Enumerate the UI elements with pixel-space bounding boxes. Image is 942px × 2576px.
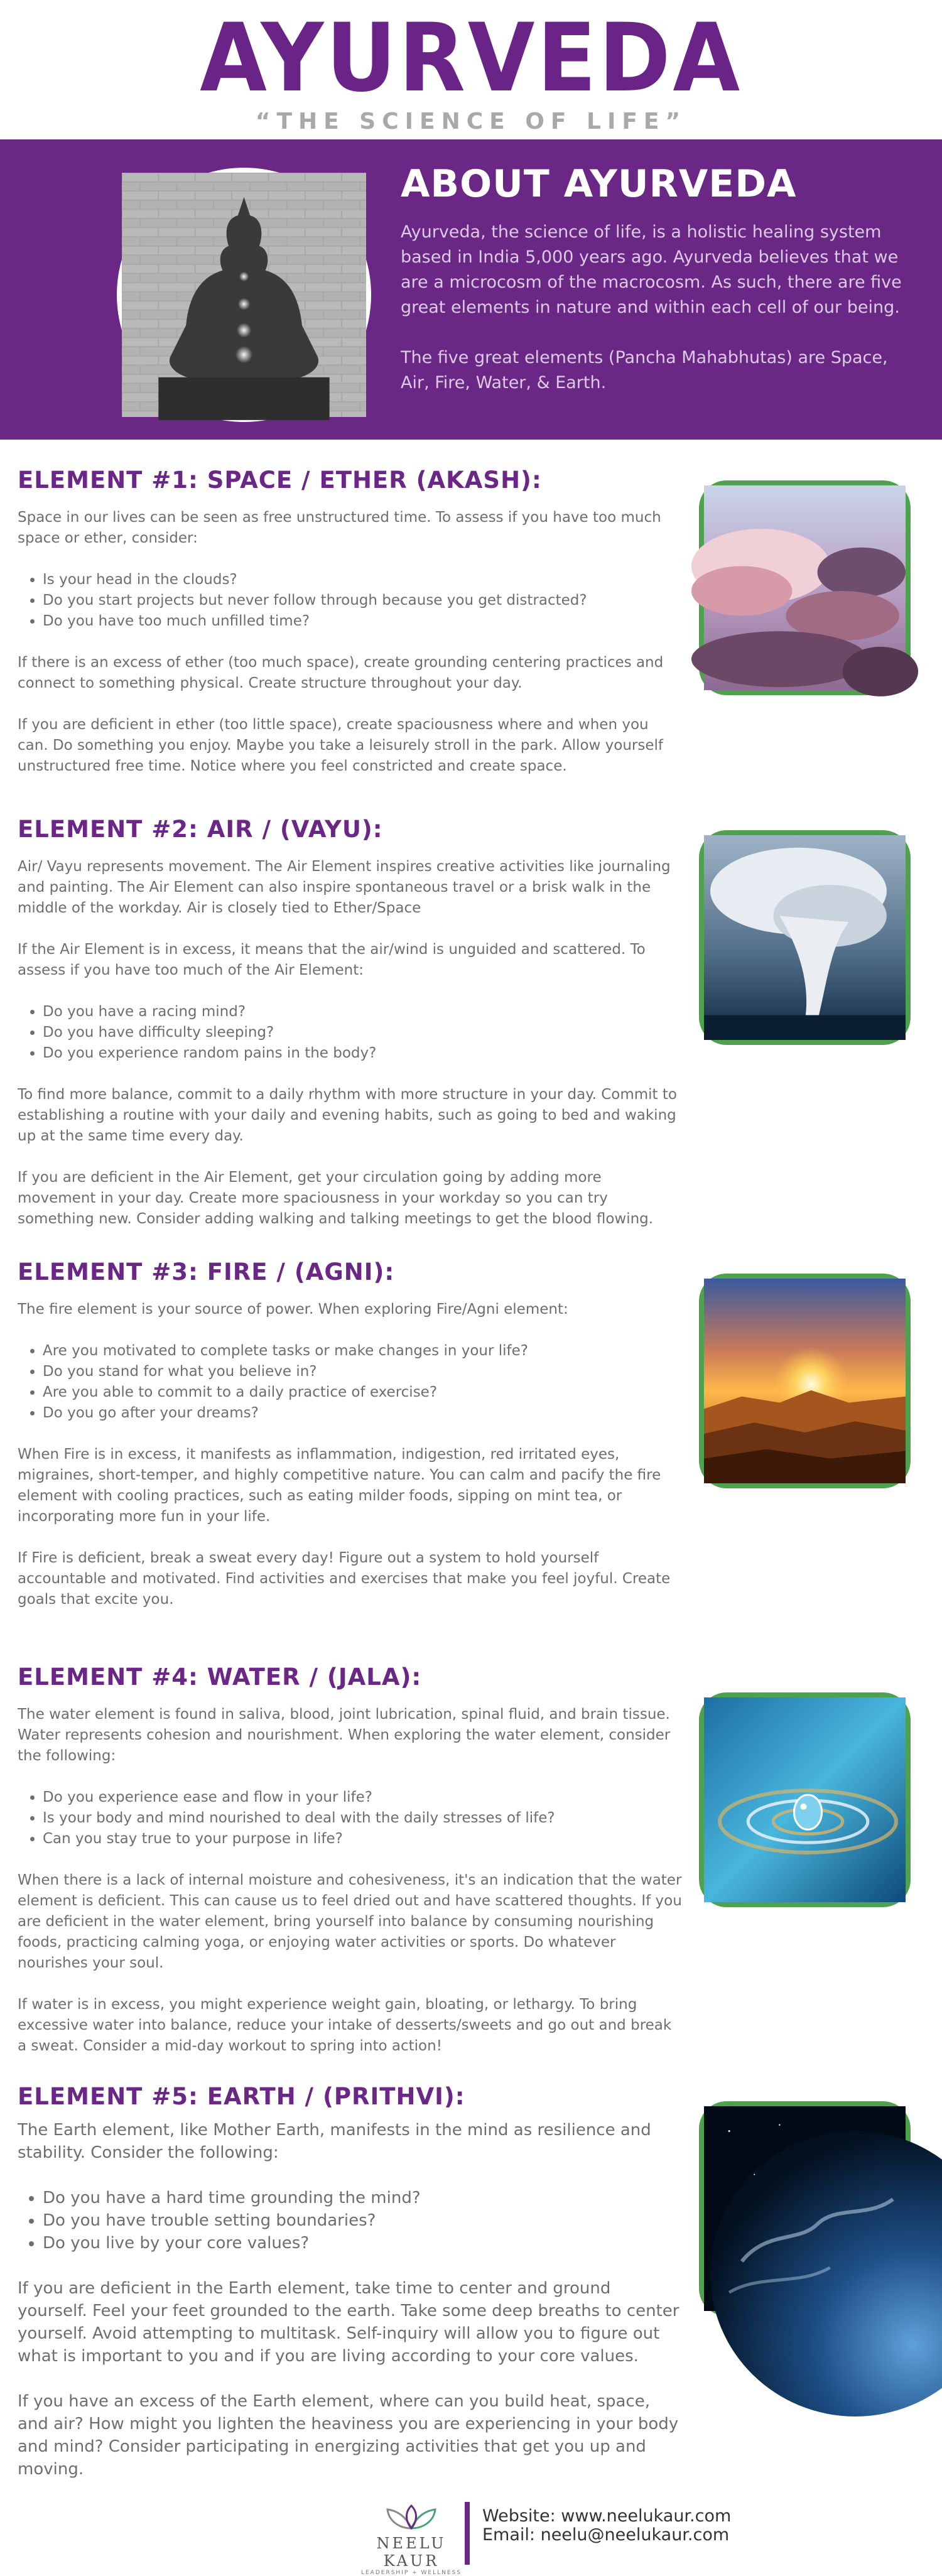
list-item: • Do you go after your dreams? bbox=[43, 1403, 683, 1424]
element-question-list bbox=[43, 1341, 683, 1424]
element-intro: The water element is found in saliva, blood, joint lubrication, spinal fluid, and brain tissue. Water represents cohesion and nourishment. When exploring the water element, consider the following: bbox=[18, 1706, 671, 1764]
brand-logo bbox=[349, 2503, 474, 2576]
element-water-section bbox=[18, 1663, 683, 2077]
about-title: ABOUT AYURVEDA bbox=[401, 162, 797, 206]
sunset-mountains-image bbox=[699, 1274, 911, 1488]
water-droplet-image bbox=[699, 1692, 911, 1907]
planet-earth-image bbox=[699, 2101, 911, 2316]
website-link[interactable]: Website: www.neelukaur.com bbox=[482, 2506, 732, 2526]
about-body bbox=[401, 220, 903, 421]
email-link[interactable]: Email: neelu@neelukaur.com bbox=[482, 2525, 730, 2545]
list-item: • Do you stand for what you believe in? bbox=[43, 1361, 683, 1382]
contact-info bbox=[482, 2507, 731, 2545]
list-item: • Do you have a hard time grounding the mind? bbox=[43, 2187, 683, 2209]
element-space-section bbox=[18, 466, 683, 798]
element-question-list bbox=[43, 2187, 683, 2254]
page-footer bbox=[0, 2493, 942, 2576]
element-fire-section bbox=[18, 1258, 683, 1631]
footer-divider bbox=[465, 2502, 470, 2565]
element-paragraph: When there is a lack of internal moisture and cohesiveness, it's an indication that the water element is deficient. This can cause us to feel dried out and have scattered thoughts. If you are deficient in the water element, bring yourself into balance by consuming nourishing foods, practicing calming yoga, or enjoying water activities or sports. Do whatever nourishes your soul. bbox=[18, 1872, 682, 1971]
list-item: • Do you have difficulty sleeping? bbox=[43, 1022, 683, 1043]
element-paragraph: If you are deficient in the Air Element, get your circulation going by adding more movement in your day. Create more spaciousness in your workday so you can try something new. Consider adding walking and talking meetings to get the blood flowing. bbox=[18, 1169, 654, 1227]
meditating-buddha-image bbox=[117, 168, 371, 422]
page-header bbox=[0, 0, 942, 139]
list-item: • Are you motivated to complete tasks or make changes in your life? bbox=[43, 1341, 683, 1361]
element-body bbox=[18, 507, 683, 777]
tornado-storm-image bbox=[699, 830, 911, 1045]
element-body bbox=[18, 1299, 683, 1610]
element-body bbox=[18, 2119, 683, 2481]
list-item: • Do you live by your core values? bbox=[43, 2232, 683, 2254]
page-subtitle: “THE SCIENCE OF LIFE” bbox=[255, 109, 687, 134]
about-paragraph: Ayurveda, the science of life, is a holistic healing system based in India 5,000 years ago. Ayurveda believes that we are a microcosm of the macrocosm. As such, there are five great elements in nature and within each cell of our being. bbox=[401, 222, 902, 317]
about-section bbox=[0, 139, 942, 440]
buddha-silhouette bbox=[122, 173, 366, 417]
element-paragraph: If there is an excess of ether (too much space), create grounding centering practices and connect to something physical. Create structure throughout your day. bbox=[18, 654, 664, 691]
element-title: ELEMENT #3: FIRE / (AGNI): bbox=[18, 1258, 395, 1285]
element-title: ELEMENT #5: EARTH / (PRITHVI): bbox=[18, 2083, 465, 2110]
element-paragraph: If you are deficient in the Earth element, take time to center and ground yourself. Feel your feet grounded to the earth. Take some deep breaths to center yourself. Avoid attempting to multitask. Self-inquiry will allow you to figure out what is important to you and if you are living according to your core values. bbox=[18, 2279, 679, 2366]
list-item: • Do you experience random pains in the body? bbox=[43, 1043, 683, 1064]
element-paragraph: If Fire is deficient, break a sweat every day! Figure out a system to hold yourself accountable and motivated. Find activities and exercises that make you feel joyful. Create goals that excite you. bbox=[18, 1550, 671, 1608]
lotus-logo-icon bbox=[380, 2503, 443, 2532]
about-paragraph: The five great elements (Pancha Mahabhutas) are Space, Air, Fire, Water, & Earth. bbox=[401, 348, 888, 392]
clouds-sky-image bbox=[699, 480, 911, 695]
element-paragraph: If you have an excess of the Earth element, where can you build heat, space, and air? How might you lighten the heaviness you are experiencing in your body and mind? Consider participating in energizing activities that get you up and moving. bbox=[18, 2392, 679, 2479]
element-title: ELEMENT #2: AIR / (VAYU): bbox=[18, 816, 383, 843]
list-item: • Do you have too much unfilled time? bbox=[43, 611, 683, 632]
element-question-list bbox=[43, 570, 683, 632]
element-intro: The Earth element, like Mother Earth, manifests in the mind as resilience and stability. Consider the following: bbox=[18, 2121, 651, 2162]
page-title: AYURVEDA bbox=[200, 4, 742, 113]
element-intro: If the Air Element is in excess, it means that the air/wind is unguided and scattered. To assess if you have too much of the Air Element: bbox=[18, 941, 646, 978]
element-body bbox=[18, 857, 683, 1230]
element-paragraph: When Fire is in excess, it manifests as inflammation, indigestion, red irritated eyes, migraines, short-temper, and highly competitive nature. You can calm and pacify the fire element with cooling practices, such as eating milder foods, sipping on mint tea, or incorporating more fun in your life. bbox=[18, 1446, 661, 1525]
element-earth-section bbox=[18, 2082, 683, 2501]
element-question-list bbox=[43, 1002, 683, 1064]
list-item: • Do you experience ease and flow in your life? bbox=[43, 1787, 683, 1808]
element-paragraph: If you are deficient in ether (too little space), create spaciousness where and when you can. Do something you enjoy. Maybe you take a leisurely stroll in the park. Allow yourself unstructured free time. Notice where you feel constricted and create space. bbox=[18, 717, 663, 774]
list-item: • Do you have a racing mind? bbox=[43, 1002, 683, 1022]
list-item: • Do you start projects but never follow through because you get distracted? bbox=[43, 590, 683, 611]
element-intro: Space in our lives can be seen as free unstructured time. To assess if you have too much space or ether, consider: bbox=[18, 509, 661, 546]
element-air-section bbox=[18, 815, 683, 1250]
list-item: • Do you have trouble setting boundaries? bbox=[43, 2209, 683, 2232]
logo-name: NEELU KAUR bbox=[376, 2535, 447, 2570]
list-item: • Can you stay true to your purpose in life? bbox=[43, 1829, 683, 1849]
element-paragraph: To find more balance, commit to a daily rhythm with more structure in your day. Commit to establishing a routine with your daily and evening habits, such as going to bed and waking up at the same time every day. bbox=[18, 1086, 677, 1144]
logo-tagline: LEADERSHIP + WELLNESS bbox=[360, 2570, 462, 2576]
element-body bbox=[18, 1704, 683, 2057]
list-item: • Is your head in the clouds? bbox=[43, 570, 683, 590]
element-paragraph: If water is in excess, you might experience weight gain, bloating, or lethargy. To bring excessive water into balance, reduce your intake of desserts/sweets and go out and break a sweat. Consider a mid-day workout to spring into action! bbox=[18, 1996, 672, 2054]
list-item: • Is your body and mind nourished to deal with the daily stresses of life? bbox=[43, 1808, 683, 1829]
list-item: • Are you able to commit to a daily practice of exercise? bbox=[43, 1382, 683, 1403]
element-title: ELEMENT #1: SPACE / ETHER (AKASH): bbox=[18, 467, 542, 494]
element-intro: The fire element is your source of power. When exploring Fire/Agni element: bbox=[18, 1301, 568, 1318]
element-title: ELEMENT #4: WATER / (JALA): bbox=[18, 1664, 422, 1691]
element-intro: Air/ Vayu represents movement. The Air Element inspires creative activities like journaling and painting. The Air Element can also inspire spontaneous travel or a brisk walk in the middle of the workday. Air is closely tied to Ether/Space bbox=[18, 858, 671, 916]
element-question-list bbox=[43, 1787, 683, 1849]
